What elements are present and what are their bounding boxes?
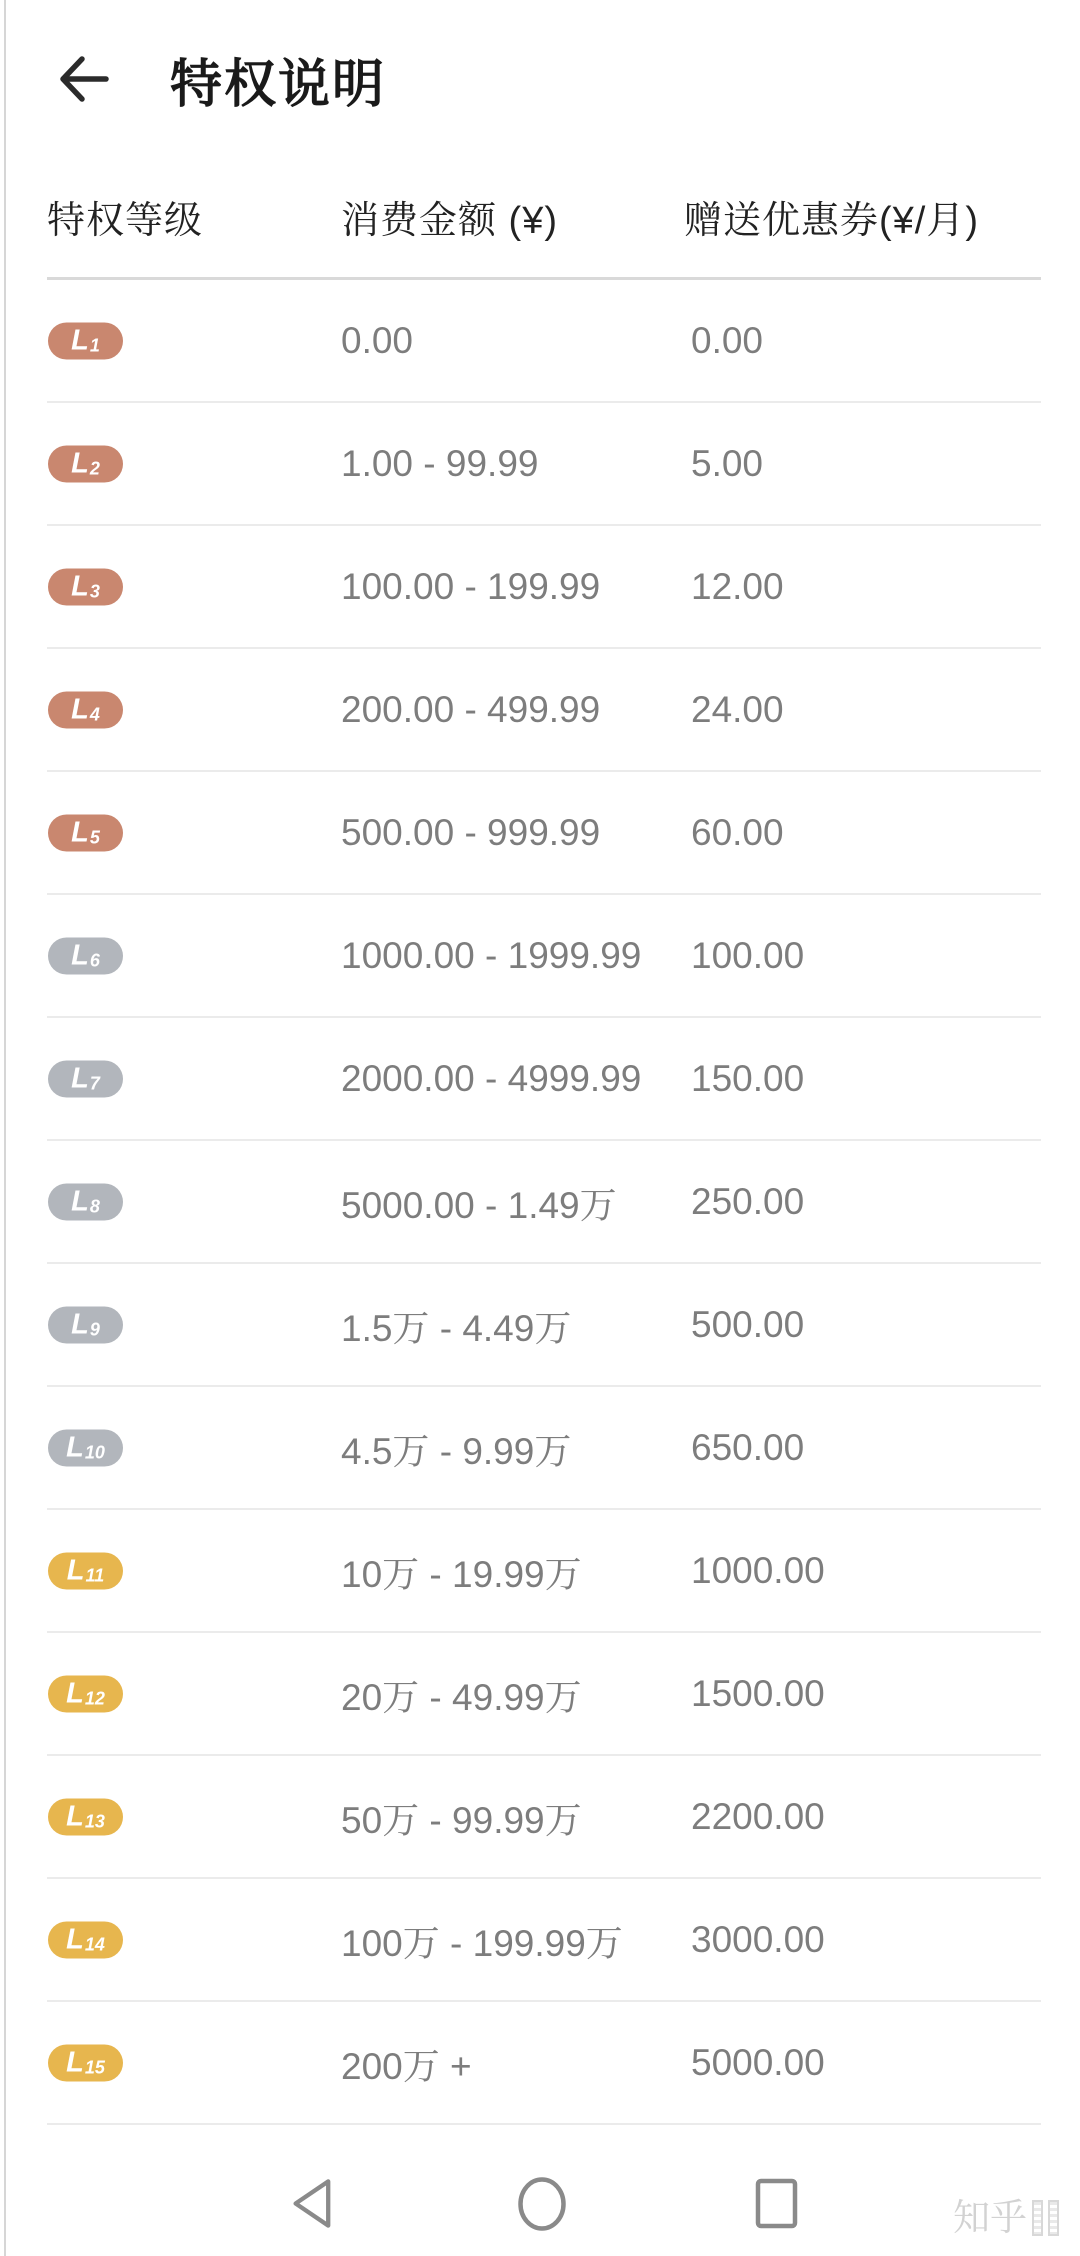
level-letter: L: [71, 693, 89, 725]
coupon-amount-value: 1500.00: [691, 1672, 825, 1714]
level-badge-l2: [48, 445, 123, 482]
coupon-amount-value: 650.00: [691, 1426, 805, 1468]
table-row: [47, 772, 1041, 895]
level-letter: L: [71, 447, 89, 479]
consumption-range-value: 4.5万 - 9.99万: [341, 1430, 572, 1472]
level-number: 11: [85, 1565, 105, 1586]
consumption-range-value: 5000.00 - 1.49万: [341, 1184, 617, 1226]
consumption-range-value: 50万 - 99.99万: [341, 1799, 582, 1841]
coupon-amount-value: 150.00: [691, 1057, 805, 1099]
consumption-range-value: 0.00: [341, 319, 414, 361]
nav-back-button[interactable]: [287, 2175, 333, 2237]
level-letter: L: [71, 1062, 89, 1094]
level-letter: L: [66, 1923, 84, 1955]
table-row: [47, 1879, 1041, 2002]
table-row: [47, 1510, 1041, 1633]
level-letter: L: [71, 324, 89, 356]
level-badge-l14: [48, 1921, 123, 1958]
consumption-range-value: 200万 +: [341, 2045, 472, 2087]
coupon-amount-value: 2200.00: [691, 1795, 825, 1837]
level-badge-l6: [48, 937, 123, 974]
table-row: [47, 526, 1041, 649]
level-number: 10: [84, 1442, 105, 1463]
page-title: 特权说明: [170, 55, 387, 114]
privilege-table: [47, 277, 1041, 2125]
level-number: 15: [84, 2057, 105, 2078]
recents-square-icon: [754, 2177, 799, 2230]
back-button[interactable]: [54, 49, 114, 109]
consumption-range-value: 10万 - 19.99万: [341, 1553, 582, 1595]
coupon-amount-value: 100.00: [691, 934, 805, 976]
coupon-amount-value: 5.00: [691, 442, 764, 484]
consumption-range-value: 100.00 - 199.99: [341, 565, 601, 607]
table-row: [47, 403, 1041, 526]
level-number: 12: [84, 1688, 105, 1709]
coupon-amount-value: 24.00: [691, 688, 784, 730]
screen-left-edge-line: [4, 0, 6, 2256]
level-badge-l15: [48, 2044, 123, 2081]
level-letter: L: [71, 816, 89, 848]
level-letter: L: [66, 1554, 85, 1586]
back-triangle-icon: [287, 2175, 333, 2232]
level-number: 8: [89, 1196, 100, 1217]
consumption-range-value: 1.00 - 99.99: [341, 442, 539, 484]
level-letter: L: [71, 939, 89, 971]
nav-home-button[interactable]: [517, 2176, 567, 2237]
level-number: 5: [89, 827, 100, 848]
table-row: [47, 280, 1041, 403]
table-row: [47, 1141, 1041, 1264]
consumption-range-value: 1.5万 - 4.49万: [341, 1307, 572, 1349]
level-number: 9: [89, 1319, 100, 1340]
table-row: [47, 1387, 1041, 1510]
coupon-amount-value: 500.00: [691, 1303, 805, 1345]
level-badge-l8: [48, 1183, 123, 1220]
level-number: 13: [84, 1811, 105, 1832]
coupon-amount-value: 5000.00: [691, 2041, 825, 2083]
level-letter: L: [66, 1800, 84, 1832]
nav-recents-button[interactable]: [754, 2177, 799, 2235]
level-number: 3: [89, 581, 100, 602]
coupon-amount-value: 250.00: [691, 1180, 805, 1222]
home-circle-icon: [517, 2176, 567, 2232]
table-row: [47, 1264, 1041, 1387]
level-badge-l10: [48, 1429, 123, 1466]
level-letter: L: [66, 1677, 84, 1709]
table-row: [47, 1756, 1041, 1879]
table-row: [47, 895, 1041, 1018]
level-letter: L: [71, 1185, 89, 1217]
coupon-amount-value: 60.00: [691, 811, 784, 853]
level-number: 7: [89, 1073, 100, 1094]
consumption-range-value: 20万 - 49.99万: [341, 1676, 582, 1718]
table-row: [47, 649, 1041, 772]
table-row: [47, 2002, 1041, 2125]
level-badge-l1: [48, 322, 123, 359]
level-badge-l7: [48, 1060, 123, 1097]
level-number: 2: [89, 458, 100, 479]
level-badge-l11: [48, 1552, 123, 1589]
level-badge-l13: [48, 1798, 123, 1835]
level-number: 14: [84, 1934, 105, 1955]
coupon-amount-value: 1000.00: [691, 1549, 825, 1591]
level-letter: L: [71, 570, 89, 602]
coupon-amount-value: 3000.00: [691, 1918, 825, 1960]
level-letter: L: [66, 2046, 84, 2078]
level-badge-l12: [48, 1675, 123, 1712]
col-header-amount: 消费金额 (¥): [341, 200, 559, 242]
level-number: 1: [89, 335, 100, 356]
level-letter: L: [71, 1308, 89, 1340]
level-badge-l3: [48, 568, 123, 605]
level-badge-l4: [48, 691, 123, 728]
table-row: [47, 1633, 1041, 1756]
table-row: [47, 1018, 1041, 1141]
consumption-range-value: 100万 - 199.99万: [341, 1922, 623, 1964]
level-letter: L: [66, 1431, 84, 1463]
consumption-range-value: 500.00 - 999.99: [341, 811, 601, 853]
col-header-level: 特权等级: [47, 200, 204, 242]
app-header: [0, 40, 1080, 118]
consumption-range-value: 2000.00 - 4999.99: [341, 1057, 642, 1099]
coupon-amount-value: 12.00: [691, 565, 784, 607]
level-number: 4: [89, 704, 100, 725]
level-badge-l5: [48, 814, 123, 851]
watermark-text: 知乎: [953, 2197, 1027, 2238]
table-header-row: [0, 192, 1080, 250]
col-header-coupon: 赠送优惠券(¥/月): [684, 200, 980, 242]
level-number: 6: [89, 950, 100, 971]
coupon-amount-value: 0.00: [691, 319, 764, 361]
consumption-range-value: 200.00 - 499.99: [341, 688, 601, 730]
back-arrow-icon: [54, 49, 114, 109]
level-badge-l9: [48, 1306, 123, 1343]
android-navbar: [0, 2122, 1080, 2256]
consumption-range-value: 1000.00 - 1999.99: [341, 934, 642, 976]
